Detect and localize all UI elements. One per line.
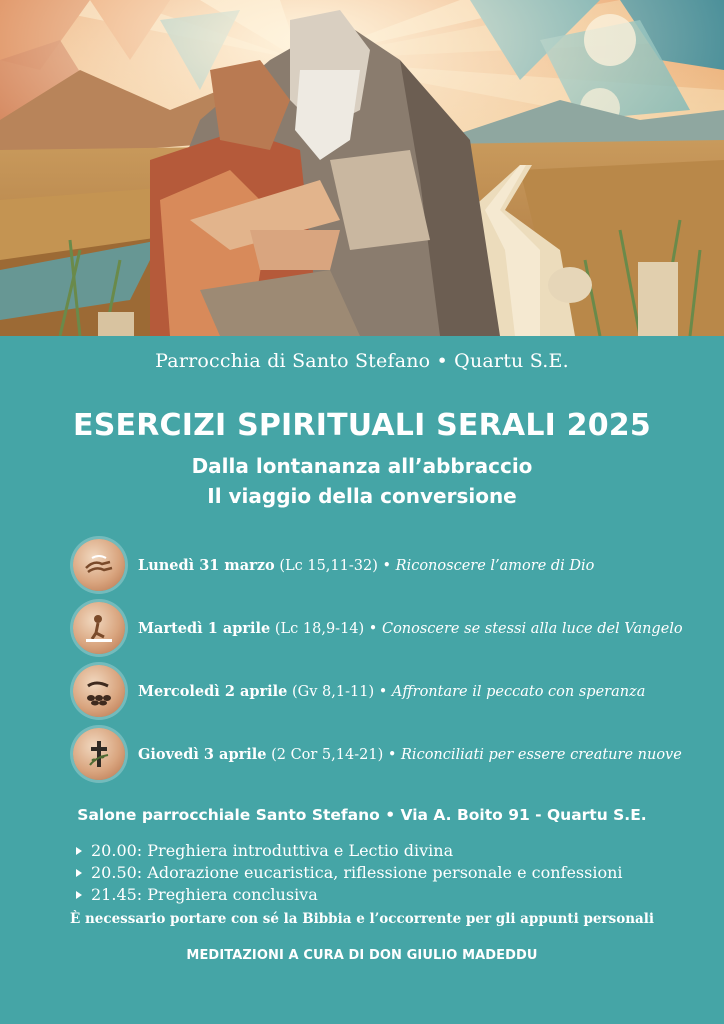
day-row-1	[73, 538, 713, 592]
subtitle-line2: Il viaggio della conversione	[207, 484, 517, 508]
day-theme: Riconoscere l’amore di Dio	[395, 557, 595, 574]
schedule-item	[76, 862, 716, 884]
hands-icon	[73, 539, 125, 591]
day-separator: •	[378, 683, 388, 700]
stones-icon	[73, 665, 125, 717]
hero-illustration	[0, 0, 724, 336]
schedule-item-text: 20.00: Preghiera introduttiva e Lectio divina	[91, 841, 454, 860]
day-name: Mercoledì 2 aprile	[138, 682, 288, 700]
day-theme: Conoscere se stessi alla luce del Vangelo	[381, 620, 683, 637]
day-row-2	[73, 601, 713, 655]
day-reference: (Lc 15,11-32)	[279, 557, 378, 574]
schedule-list	[76, 840, 716, 906]
day-text-2	[138, 620, 683, 637]
meditations-credit: MEDITAZIONI A CURA DI DON GIULIO MADEDDU	[186, 948, 538, 963]
subtitle-line1: Dalla lontananza all’abbraccio	[191, 454, 533, 478]
kneeling-figure-icon	[73, 602, 125, 654]
day-row-4	[73, 727, 713, 781]
schedule-item	[76, 840, 716, 862]
day-name: Giovedì 3 aprile	[138, 745, 267, 763]
triangle-bullet-icon	[76, 891, 82, 899]
schedule-item	[76, 884, 716, 906]
schedule-item-text: 20.50: Adorazione eucaristica, riflessione personale e confessioni	[91, 863, 623, 882]
day-theme: Riconciliati per essere creature nuove	[401, 746, 682, 763]
day-theme: Affrontare il peccato con speranza	[391, 683, 646, 700]
day-reference: (Lc 18,9-14)	[274, 620, 365, 637]
triangle-bullet-icon	[76, 869, 82, 877]
day-separator: •	[382, 557, 392, 574]
venue-address: Salone parrocchiale Santo Stefano • Via A. Boito 91 - Quartu S.E.	[77, 806, 647, 824]
day-reference: (Gv 8,1-11)	[292, 683, 375, 700]
event-title: ESERCIZI SPIRITUALI SERALI 2025	[73, 408, 651, 443]
day-text-3	[138, 683, 645, 700]
parish-name: Parrocchia di Santo Stefano • Quartu S.E.	[155, 350, 569, 372]
day-text-4	[138, 746, 682, 763]
day-text-1	[138, 557, 594, 574]
triangle-bullet-icon	[76, 847, 82, 855]
day-name: Lunedì 31 marzo	[138, 556, 275, 574]
schedule-item-text: 21.45: Preghiera conclusiva	[91, 885, 318, 904]
day-name: Martedì 1 aprile	[138, 619, 271, 637]
day-separator: •	[368, 620, 378, 637]
cross-branch-icon	[73, 728, 125, 780]
poster-content	[0, 336, 724, 1024]
embrace-painting	[0, 0, 724, 336]
day-row-3	[73, 664, 713, 718]
day-reference: (2 Cor 5,14-21)	[271, 746, 384, 763]
day-separator: •	[387, 746, 397, 763]
requirements-note: È necessario portare con sé la Bibbia e l’occorrente per gli appunti personali	[69, 911, 655, 927]
